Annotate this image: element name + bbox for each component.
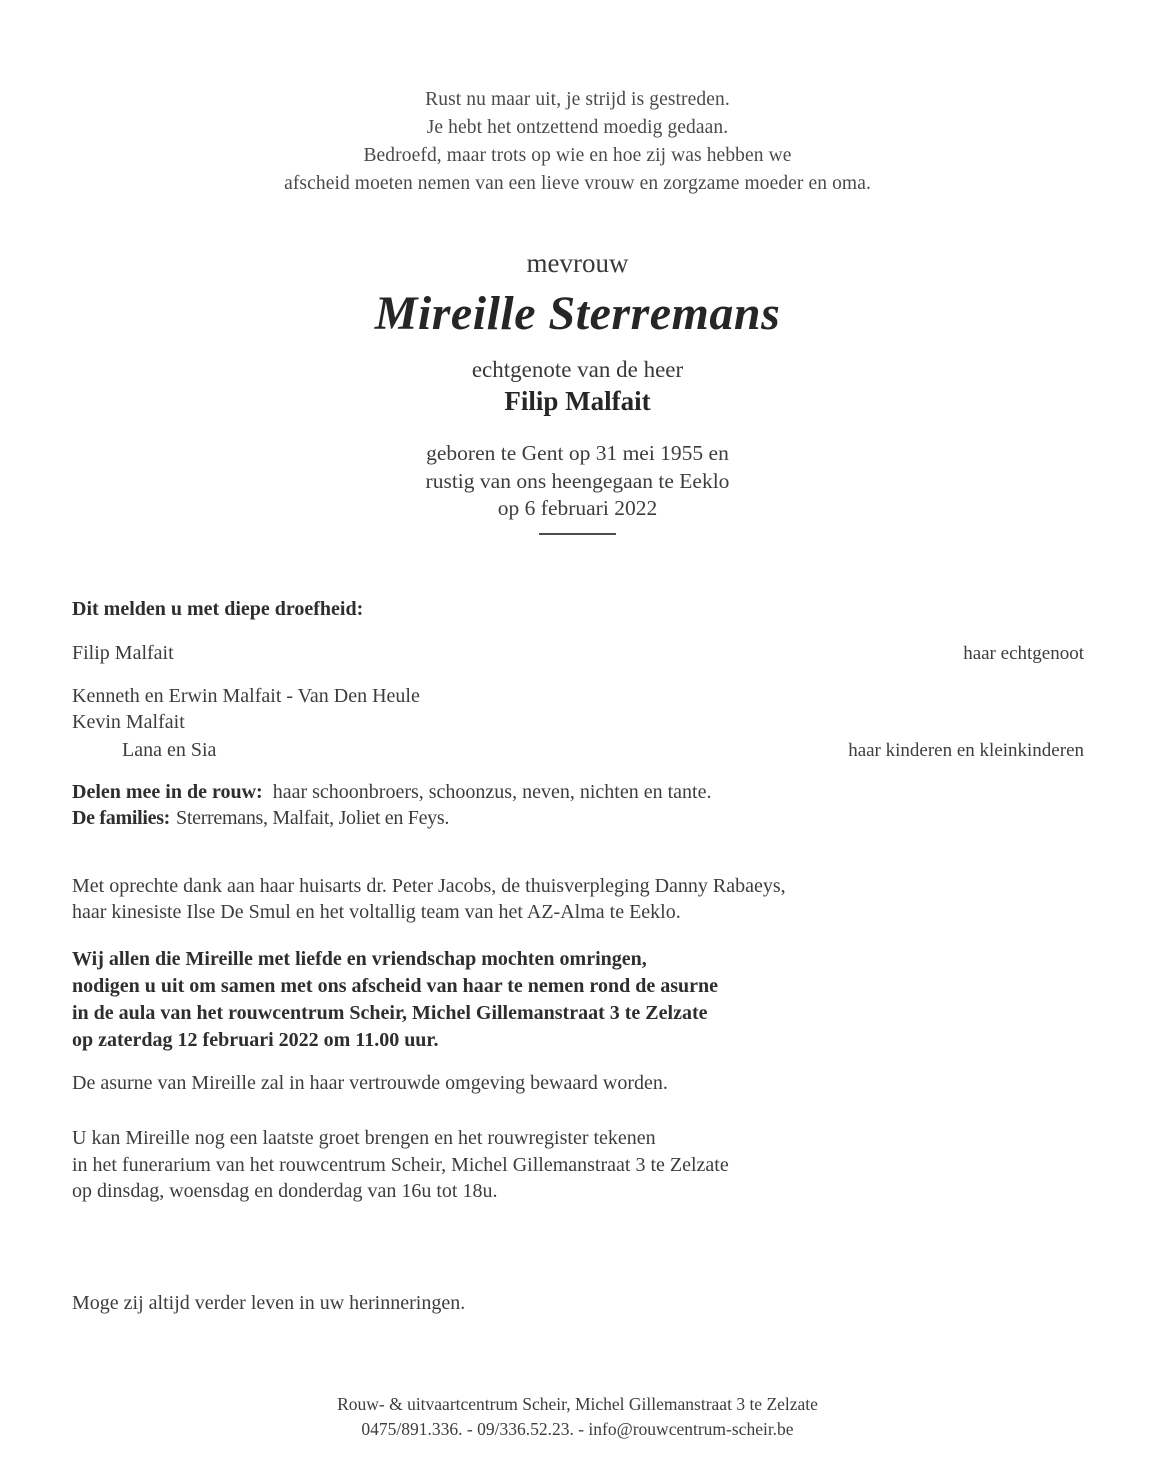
visitation-line: U kan Mireille nog een laatste groet brengen en het rouwregister tekenen — [72, 1127, 656, 1149]
spouse-name-title: Filip Malfait — [504, 386, 651, 416]
footer-contact-line: 0475/891.336. - 09/336.52.23. - info@rouwcentrum-scheir.be — [361, 1419, 794, 1439]
spouse-relation-note: haar echtgenoot — [963, 643, 1084, 664]
children-line: Kenneth en Erwin Malfait - Van Den Heule — [72, 685, 420, 707]
visitation-line: in het funerarium van het rouwcentrum Scheir, Michel Gillemanstraat 3 te Zelzate — [72, 1153, 729, 1176]
poem-line: Je hebt het ontzettend moedig gedaan. — [426, 117, 729, 138]
divider-rule — [539, 533, 616, 535]
ceremony-line: nodigen u uit om samen met ons afscheid van haar te nemen rond de asurne — [72, 975, 718, 997]
families-label: De families: — [72, 807, 171, 829]
relation-line: echtgenote van de heer — [471, 357, 684, 382]
deceased-name: Mireille Sterremans — [374, 287, 781, 340]
grandchildren-row — [72, 738, 1084, 763]
spouse-row — [72, 641, 1084, 666]
ceremony-line: op zaterdag 12 februari 2022 om 11.00 uur. — [72, 1029, 439, 1051]
death-date-line: op 6 februari 2022 — [497, 496, 658, 520]
ceremony-line: in de aula van het rouwcentrum Scheir, Michel Gillemanstraat 3 te Zelzate — [72, 1002, 708, 1024]
grandchildren-names: Lana en Sia — [122, 739, 217, 761]
thanks-line: Met oprechte dank aan haar huisarts dr. Peter Jacobs, de thuisverpleging Danny Rabaeys, — [72, 875, 786, 897]
footer-address-line: Rouw- & uitvaartcentrum Scheir, Michel Gillemanstraat 3 te Zelzate — [337, 1394, 818, 1414]
visitation-paragraph — [72, 1125, 1084, 1205]
salutation: mevrouw — [526, 248, 629, 278]
spouse-name: Filip Malfait — [72, 642, 174, 664]
mourning-text: haar schoonbroers, schoonzus, neven, nichten en tante. — [272, 781, 712, 803]
poem-line: Bedroefd, maar trots op wie en hoe zij was hebben we — [363, 145, 792, 166]
mourning-label: Delen mee in de rouw: — [72, 781, 263, 803]
birth-line: geboren te Gent op 31 mei 1955 en — [426, 441, 729, 465]
thanks-paragraph — [72, 873, 1084, 925]
poem — [0, 86, 1155, 198]
urn-note: De asurne van Mireille zal in haar vertrouwde omgeving bewaard worden. — [72, 1072, 668, 1094]
footer — [0, 1392, 1155, 1442]
children-relation-note: haar kinderen en kleinkinderen — [848, 740, 1084, 761]
mourning-line — [72, 780, 1084, 805]
announcement-intro: Dit melden u met diepe droefheid: — [72, 598, 364, 620]
children-line: Kevin Malfait — [72, 711, 185, 733]
announcement-body — [72, 597, 1084, 1316]
death-line: rustig van ons heengegaan te Eeklo — [425, 468, 730, 493]
closing-line: Moge zij altijd verder leven in uw herinneringen. — [72, 1291, 466, 1314]
birth-death-block — [0, 440, 1155, 523]
families-line — [72, 806, 1084, 831]
thanks-line: haar kinesiste Ilse De Smul en het voltallig team van het AZ-Alma te Eeklo. — [72, 901, 681, 923]
ceremony-line: Wij allen die Mireille met liefde en vriendschap mochten omringen, — [72, 948, 647, 970]
ceremony-paragraph — [72, 946, 1084, 1054]
poem-line: afscheid moeten nemen van een lieve vrouw en zorgzame moeder en oma. — [284, 173, 871, 194]
visitation-line: op dinsdag, woensdag en donderdag van 16u tot 18u. — [72, 1180, 498, 1202]
families-text: Sterremans, Malfait, Joliet en Feys. — [176, 807, 450, 829]
poem-line: Rust nu maar uit, je strijd is gestreden. — [425, 89, 730, 110]
